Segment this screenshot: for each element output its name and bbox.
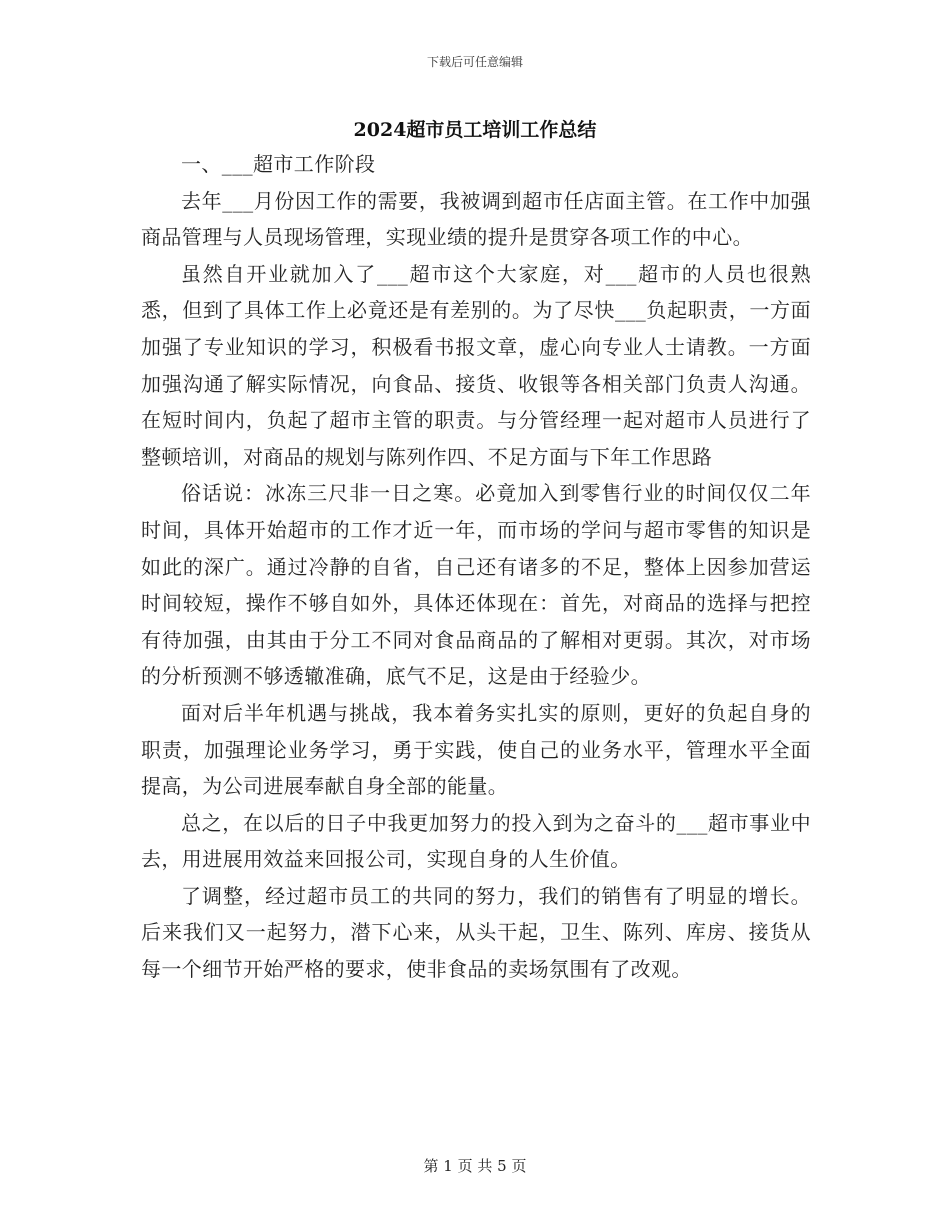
page-number: 第 1 页 共 5 页 bbox=[423, 1157, 527, 1175]
section-heading: 一、___超市工作阶段 bbox=[181, 152, 376, 176]
body-paragraph: 去年___月份因工作的需要，我被调到超市任店面主管。在工作中加强商品管理与人员现场管理，实现业绩的提升是贯穿各项工作的中心。 bbox=[141, 188, 811, 250]
body-paragraph: 了调整，经过超市员工的共同的努力，我们的销售有了明显的增长。后来我们又一起努力，潜下心来，从头干起，卫生、陈列、库房、接货从每一个细节开始严格的要求，使非食品的卖场氛围有了改观。 bbox=[141, 883, 811, 982]
document-title: 2024超市员工培训工作总结 bbox=[353, 119, 597, 141]
header-note: 下载后可任意编辑 bbox=[426, 55, 523, 69]
body-paragraph: 面对后半年机遇与挑战，我本着务实扎实的原则，更好的负起自身的职责，加强理论业务学习，勇于实践，使自己的业务水平，管理水平全面提高，为公司进展奉献自身全部的能量。 bbox=[141, 700, 811, 799]
body-paragraph: 虽然自开业就加入了___超市这个大家庭，对___超市的人员也很熟悉，但到了具体工作上必竟还是有差别的。为了尽快___负起职责，一方面加强了专业知识的学习，积极看书报文章，虚心向专业人士请教。一方面加强沟通了解实际情况，向食品、接货、收银等各相关部门负责人沟通。在短时间内，负起了超市主管的职责。与分管经理一起对超市人员进行了整顿培训，对商品的规划与陈列作四、不足方面与下年工作思路 bbox=[141, 261, 811, 469]
body-paragraph: 俗话说：冰冻三尺非一日之寒。必竟加入到零售行业的时间仅仅二年时间，具体开始超市的工作才近一年，而市场的学问与超市零售的知识是如此的深广。通过冷静的自省，自己还有诸多的不足，整体上因参加营运时间较短，操作不够自如外，具体还体现在：首先，对商品的选择与把控有待加强，由其由于分工不同对食品商品的了解相对更弱。其次，对市场的分析预测不够透辙准确，底气不足，这是由于经验少。 bbox=[141, 481, 811, 689]
document-body bbox=[141, 146, 811, 988]
body-paragraph: 总之，在以后的日子中我更加努力的投入到为之奋斗的___超市事业中去，用进展用效益来回报公司，实现自身的人生价值。 bbox=[141, 810, 811, 872]
